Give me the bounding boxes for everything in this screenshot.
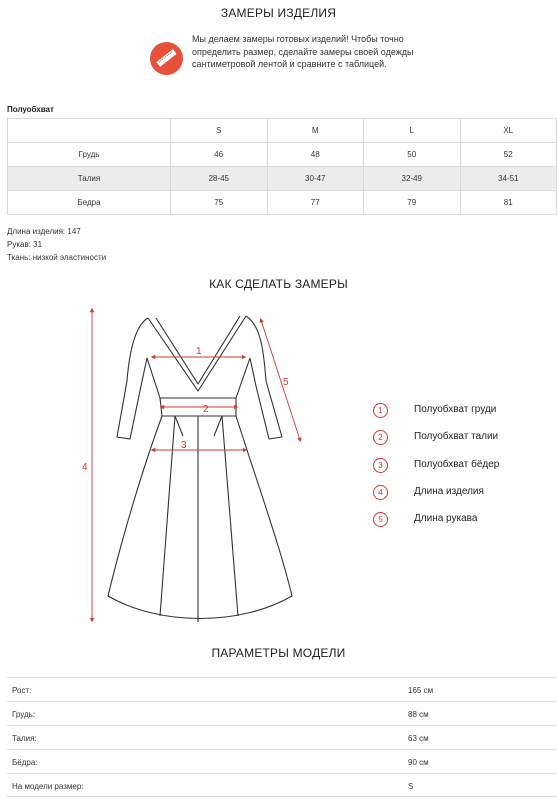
table-row	[8, 191, 557, 215]
size-header: L	[364, 119, 461, 143]
table-row	[8, 143, 557, 167]
table-row	[7, 701, 557, 725]
product-details	[7, 225, 106, 264]
param-key: На модели размер:	[12, 782, 84, 791]
table-cell: 75	[171, 191, 268, 215]
legend-number: 4	[373, 485, 388, 500]
row-label: Талия	[8, 167, 171, 191]
legend-number: 2	[373, 430, 388, 445]
length-detail: Длина изделия: 147	[7, 227, 81, 236]
row-label: Грудь	[8, 143, 171, 167]
measuring-tape-icon	[150, 42, 183, 75]
param-key: Талия:	[12, 734, 37, 743]
param-value: S	[408, 782, 414, 791]
table-cell: 32-49	[364, 167, 461, 191]
param-value: 88 см	[408, 710, 429, 719]
table-cell: 79	[364, 191, 461, 215]
measure-num-4: 4	[82, 462, 88, 473]
size-header-row	[8, 119, 557, 143]
page-title: ЗАМЕРЫ ИЗДЕЛИЯ	[220, 6, 337, 20]
legend-label: Полуобхват бёдер	[414, 459, 500, 470]
sleeve-detail: Рукав: 31	[7, 240, 43, 249]
legend-label: Полуобхват талии	[414, 431, 499, 442]
right-sleeve	[246, 316, 282, 439]
section-label: Полуобхват	[7, 105, 54, 114]
measure-num-2: 2	[203, 404, 209, 415]
legend-number: 3	[373, 458, 388, 473]
table-row	[7, 749, 557, 773]
table-row	[7, 773, 557, 797]
table-cell: 34-51	[460, 167, 557, 191]
table-row	[7, 725, 557, 749]
size-table	[7, 118, 557, 215]
param-key: Бёдра:	[12, 758, 38, 767]
measure-num-1: 1	[196, 346, 202, 357]
table-cell: 50	[364, 143, 461, 167]
legend-item	[373, 430, 553, 446]
skirt-pleats	[160, 416, 238, 622]
param-key: Рост:	[12, 686, 32, 695]
fabric-detail: Ткань: низкой эластиности	[7, 253, 107, 262]
size-header: S	[171, 119, 268, 143]
legend-label: Полуобхват груди	[414, 404, 497, 415]
legend-number: 5	[373, 512, 388, 527]
size-header: XL	[460, 119, 557, 143]
size-header: M	[267, 119, 364, 143]
param-value: 90 см	[408, 758, 429, 767]
table-cell: 28-45	[171, 167, 268, 191]
table-cell: 52	[460, 143, 557, 167]
skirt-outline	[108, 416, 292, 619]
param-value: 63 см	[408, 734, 429, 743]
param-value: 165 см	[408, 686, 434, 695]
legend-number: 1	[373, 403, 388, 418]
measure-num-3: 3	[181, 440, 187, 451]
left-sleeve	[117, 318, 148, 439]
model-params-table	[7, 677, 557, 797]
legend-item	[373, 512, 553, 528]
legend-item	[373, 485, 553, 501]
intro-text: Мы делаем замеры готовых изделий! Чтобы точно определить размер, сделайте замеры своей одежды сантиметровой лентой и сравните с таблицей.	[192, 34, 414, 69]
table-cell: 81	[460, 191, 557, 215]
table-cell: 30-47	[267, 167, 364, 191]
table-row	[8, 167, 557, 191]
measure-num-5: 5	[283, 377, 289, 388]
legend-item	[373, 403, 553, 419]
table-cell: 48	[267, 143, 364, 167]
model-title: ПАРАМЕТРЫ МОДЕЛИ	[211, 646, 346, 660]
how-to-title: КАК СДЕЛАТЬ ЗАМЕРЫ	[209, 277, 348, 291]
table-cell: 46	[171, 143, 268, 167]
row-label: Бедра	[8, 191, 171, 215]
legend-item	[373, 458, 553, 474]
bodice-sides	[147, 358, 250, 398]
legend-label: Длина изделия	[414, 486, 484, 497]
table-cell: 77	[267, 191, 364, 215]
measure-line-5	[261, 320, 300, 440]
dress-illustration	[0, 296, 330, 636]
header-empty-cell	[8, 119, 171, 143]
table-row	[7, 677, 557, 701]
legend-label: Длина рукава	[414, 513, 478, 524]
param-key: Грудь:	[12, 710, 36, 719]
